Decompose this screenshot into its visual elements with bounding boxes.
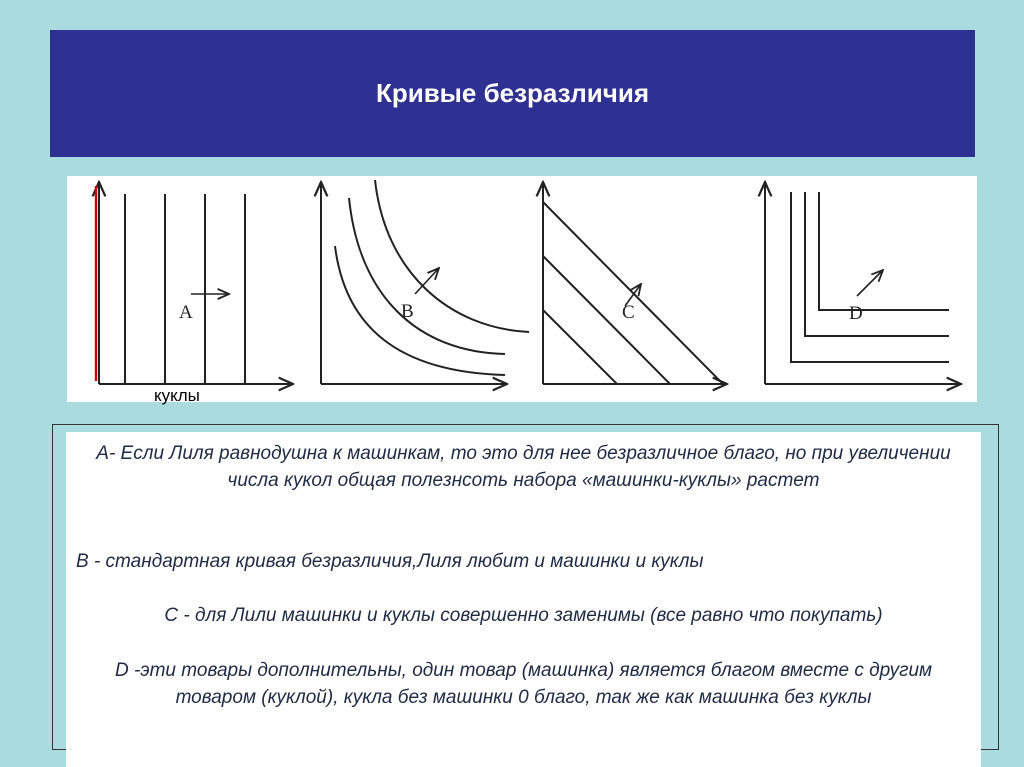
note-d: D -эти товары дополнительны, один товар (машинка) является благом вместе с другим товаром (куклой), кукла без машинки 0 благо, так же как машинка без куклы: [114, 660, 933, 708]
note-c: С - для Лили машинки и куклы совершенно заменимы (все равно что покупать): [164, 605, 883, 626]
panel-c: [543, 182, 727, 384]
panel-c-curve-2: [543, 256, 670, 384]
explanation-box: [66, 432, 981, 767]
note-b: B - стандартная кривая безразличия,Лиля любит и машинки и куклы: [76, 551, 704, 572]
indifference-curve-diagrams: [67, 176, 977, 402]
panel-d: [765, 182, 961, 384]
panel-b-label: B: [401, 301, 414, 322]
note-a: А- Если Лиля равнодушна к машинкам, то это для нее безразличное благо, но при увеличении числа кукол общая полезнсоть набора «машинки-куклы» растет: [96, 443, 951, 491]
panel-c-curve-3: [543, 202, 723, 384]
title-bar: [50, 30, 975, 157]
panel-b-curve-3: [375, 180, 529, 332]
panel-c-curve-1: [543, 310, 617, 384]
panel-c-label: C: [622, 302, 635, 323]
panel-b-curve-1: [335, 246, 505, 375]
diagram-svg: [67, 176, 977, 402]
panel-d-curve-2: [805, 192, 949, 336]
panel-b: [321, 180, 529, 384]
panel-d-curve-3: [819, 192, 949, 310]
panel-d-label: D: [849, 303, 863, 324]
panel-d-direction-arrow: [857, 270, 883, 296]
slide-title: Кривые безразличия: [375, 78, 650, 108]
x-axis-note: куклы: [154, 386, 200, 405]
panel-a-label: A: [179, 302, 193, 323]
panel-a: [96, 182, 293, 384]
